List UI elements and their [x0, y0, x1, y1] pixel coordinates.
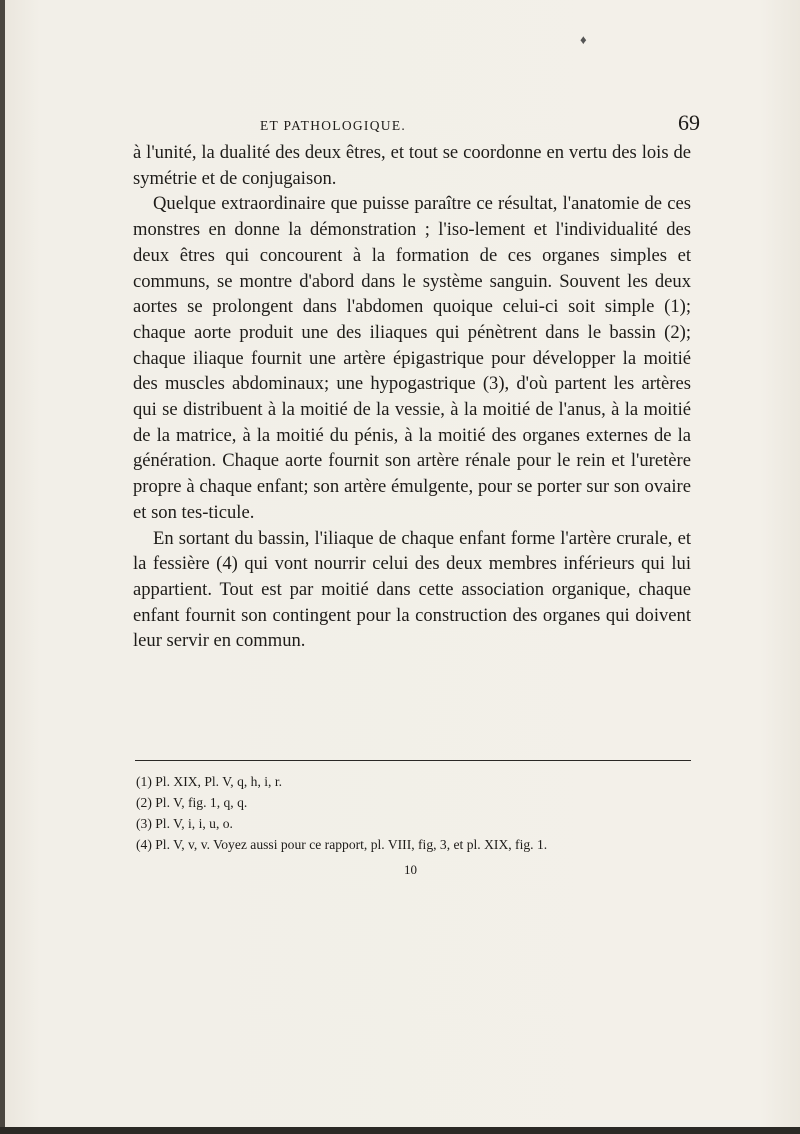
- footnote-1: (1) Pl. XIX, Pl. V, q, h, i, r.: [136, 774, 283, 789]
- body-text: [133, 140, 691, 654]
- footnote-3: (3) Pl. V, i, i, u, o.: [136, 816, 233, 831]
- page-bottom-edge: [0, 1127, 800, 1134]
- paragraph-1: à l'unité, la dualité des deux êtres, et tout se coordonne en vertu des lois de symétrie et de conjugaison.: [133, 142, 691, 189]
- page-number: 69: [678, 110, 700, 135]
- running-head-title: ET PATHOLOGIQUE.: [260, 118, 407, 133]
- footnote-2: (2) Pl. V, fig. 1, q, q.: [136, 795, 248, 810]
- footnote-4: (4) Pl. V, v, v. Voyez aussi pour ce rapport, pl. VIII, fig, 3, et pl. XIX, fig. 1.: [136, 837, 548, 852]
- paragraph-2: Quelque extraordinaire que puisse paraître ce résultat, l'anatomie de ces monstres en donne la démonstration ; l'iso-lement et l'individualité des deux êtres qui concourent à la formation de ces organes simples et communs, se montre d'abord dans le système sanguin. Souvent les deux aortes se prolongent dans l'abdomen quoique celui-ci soit simple (1); chaque aorte produit une des iliaques qui pénètrent dans le bassin (2); chaque iliaque fournit une artère épigastrique pour développer la moitié des muscles abdominaux; une hypogastrique (3), d'où partent les artères qui se distribuent à la moitié de la vessie, à la moitié de l'anus, à la moitié de la matrice, à la moitié du pénis, à la moitié des organes externes de la génération. Chaque aorte fournit son artère rénale pour le rein et l'uretère propre à chaque enfant; son artère émulgente, pour se porter sur son ovaire et son tes-ticule.: [133, 193, 691, 523]
- footnotes: [136, 771, 692, 855]
- paragraph-3: En sortant du bassin, l'iliaque de chaque enfant forme l'artère crurale, et la fessière (4) qui vont nourrir celui des deux membres inférieurs qui lui appartient. Tout est par moitié dans cette association organique, chaque enfant fournit son contingent pour la construction des organes qui doivent leur servir en commun.: [133, 527, 691, 652]
- corner-mark: ♦: [580, 32, 587, 47]
- footnote-rule: [135, 760, 691, 761]
- running-head: [120, 110, 700, 136]
- page-gutter-shadow: [0, 0, 5, 1134]
- signature-mark: 10: [404, 862, 417, 877]
